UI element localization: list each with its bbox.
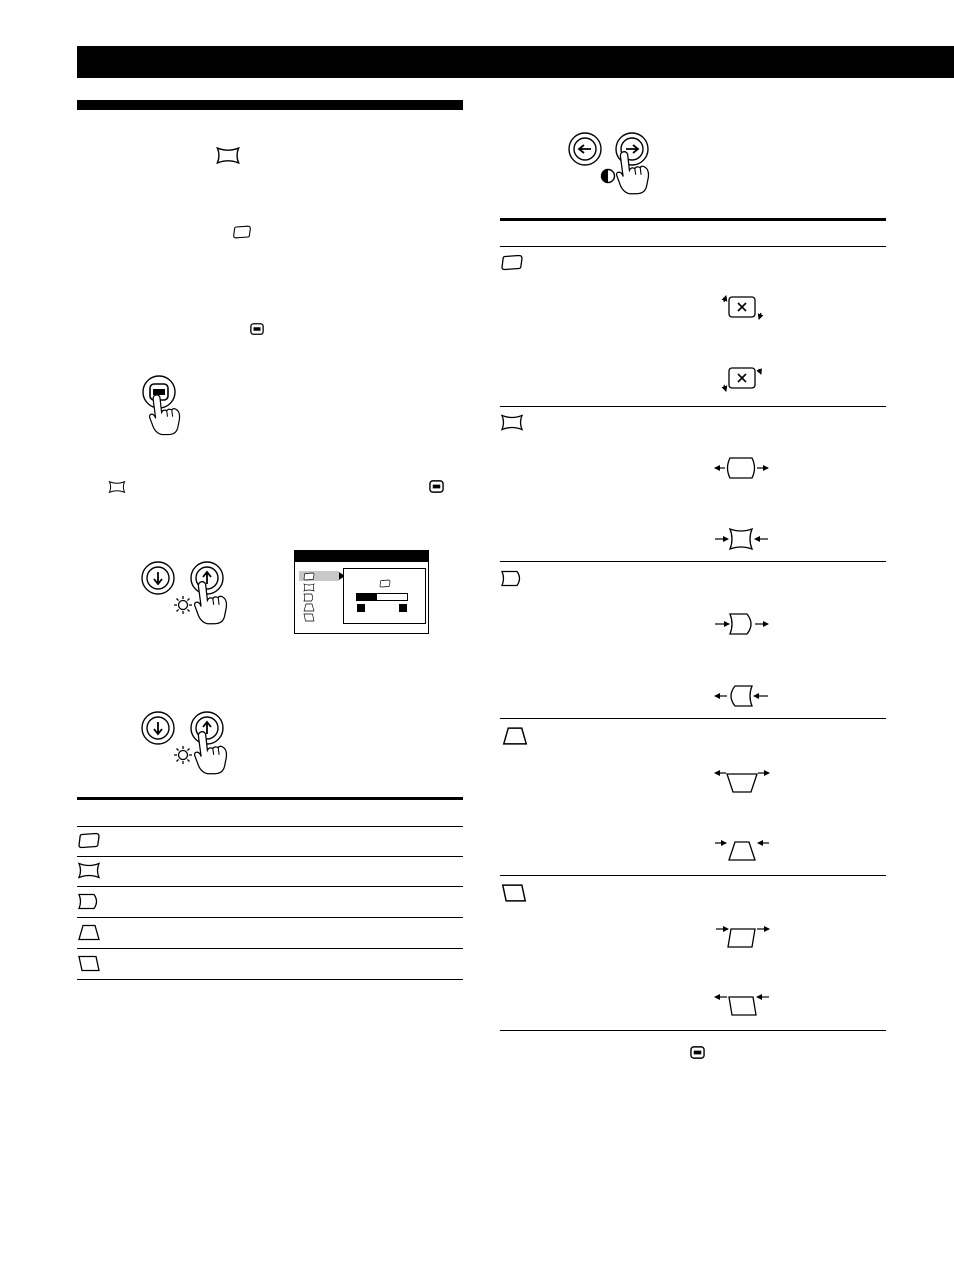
pin-balance-left-diagram (712, 683, 772, 709)
down-arrow-button[interactable] (140, 560, 176, 596)
pin-balance-right-diagram (712, 611, 772, 637)
brightness-sun-icon (173, 745, 193, 765)
rotate-clockwise-diagram (718, 290, 768, 326)
parallelogram-right-diagram (712, 922, 772, 950)
right-table-row-rule (500, 406, 886, 407)
left-table-row-rule (77, 886, 463, 887)
right-table-top-rule (500, 218, 886, 221)
menu-button-icon (690, 1045, 705, 1060)
right-table-row-rule (500, 718, 886, 719)
pincushion-icon (215, 147, 241, 164)
barrel-expand-diagram (712, 455, 772, 481)
left-table-row-rule (77, 917, 463, 918)
trapezoid-icon (77, 924, 101, 941)
contrast-icon (600, 168, 616, 184)
left-table-row-rule (77, 948, 463, 949)
left-table-header-rule (77, 826, 463, 827)
pin-balance-icon (303, 593, 315, 602)
parallelogram-icon (500, 884, 528, 902)
pin-balance-icon (77, 893, 101, 910)
right-table-header-rule (500, 246, 886, 247)
parallelogram-icon (77, 955, 101, 972)
rotation-icon (500, 254, 524, 271)
parallelogram-left-diagram (712, 990, 772, 1018)
pointing-hand-icon (193, 580, 229, 626)
level-bar-fill (357, 594, 377, 600)
left-table-bottom-rule (77, 979, 463, 980)
pincushion-icon (77, 862, 101, 879)
menu-adjust-panel (343, 568, 426, 624)
trapezoid-contract-top-diagram (712, 836, 772, 864)
rotation-icon (303, 572, 315, 581)
parallelogram-icon (303, 613, 315, 622)
pincushion-icon (303, 583, 315, 592)
pincushion-contract-diagram (712, 526, 772, 552)
brightness-sun-icon (173, 595, 193, 615)
menu-button-icon (250, 322, 264, 336)
level-bar (356, 593, 408, 601)
pointing-hand-icon (615, 150, 651, 196)
on-screen-menu (294, 550, 429, 634)
right-table-row-rule (500, 561, 886, 562)
menu-title-bar (295, 551, 428, 562)
pointing-hand-icon (193, 730, 229, 776)
minus-icon (357, 604, 365, 612)
pincushion-icon (500, 414, 524, 431)
rotate-counterclockwise-diagram (718, 362, 768, 398)
left-table-top-rule (77, 797, 463, 800)
pincushion-icon (108, 480, 126, 494)
rotation-icon (232, 225, 252, 239)
trapezoid-icon (500, 727, 530, 745)
left-arrow-button[interactable] (567, 131, 603, 167)
plus-icon (399, 604, 407, 612)
left-section-rule (77, 100, 463, 110)
trapezoid-icon (303, 603, 315, 612)
trapezoid-expand-top-diagram (712, 766, 772, 794)
menu-button-icon (429, 479, 444, 494)
rotation-icon (77, 832, 101, 849)
down-arrow-button[interactable] (140, 710, 176, 746)
left-table-row-rule (77, 856, 463, 857)
pin-balance-icon (500, 570, 524, 587)
right-table-row-rule (500, 875, 886, 876)
pointing-hand-icon (148, 392, 182, 438)
right-table-bottom-rule (500, 1030, 886, 1031)
rotation-icon (379, 579, 391, 588)
header-bar (77, 46, 954, 78)
